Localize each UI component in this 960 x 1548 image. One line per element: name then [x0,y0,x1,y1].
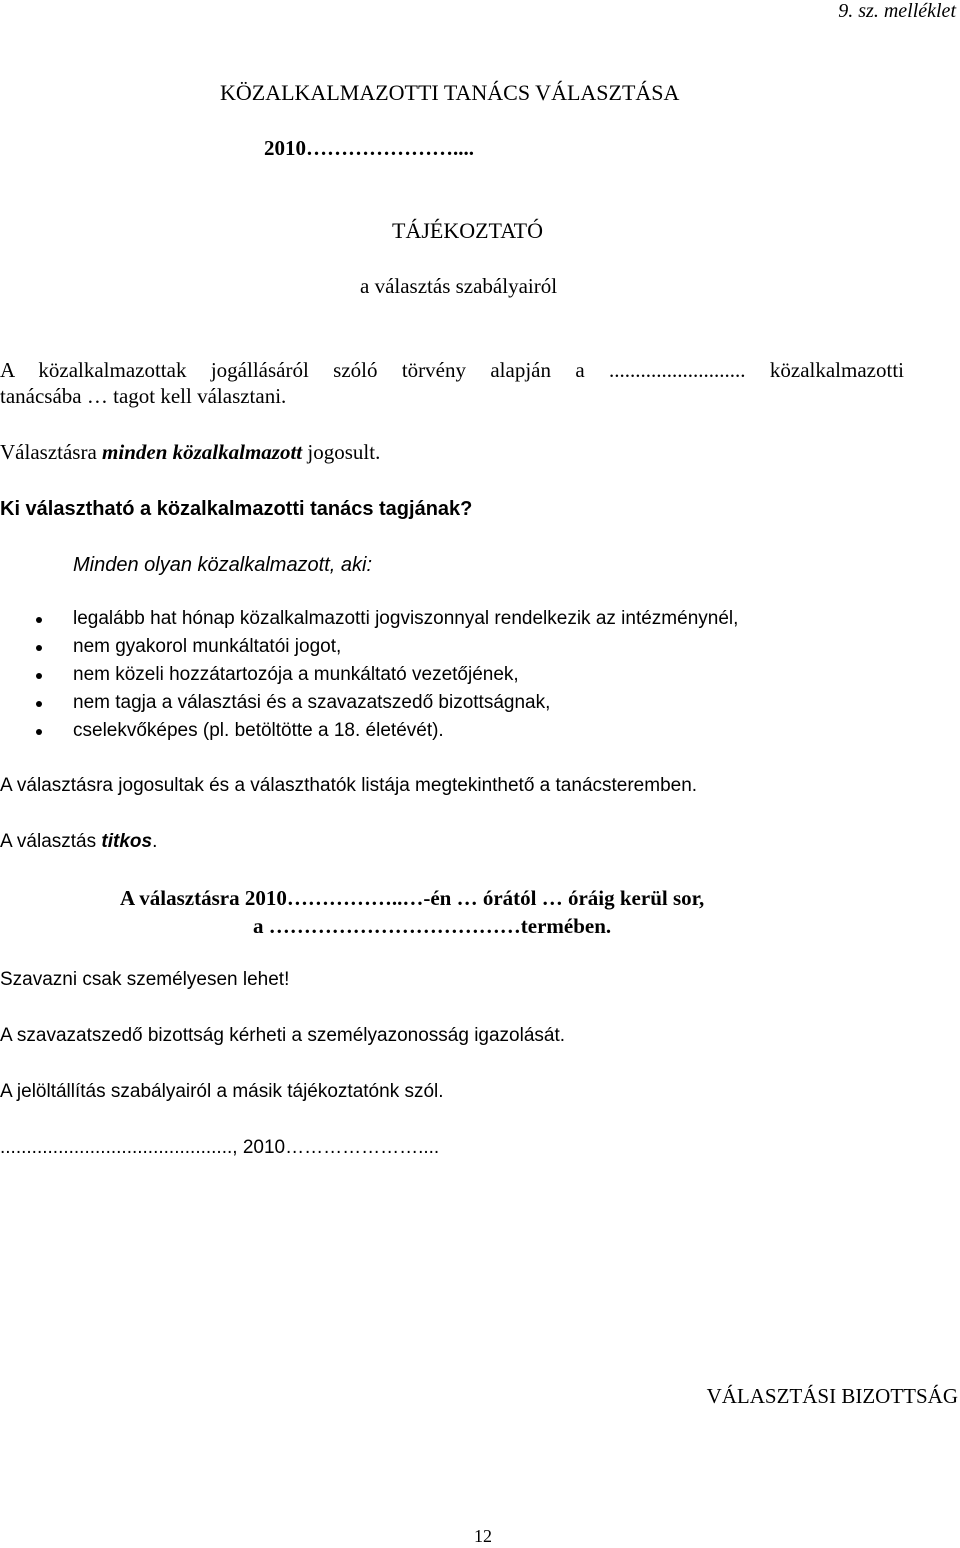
eligibility-suffix: jogosult. [302,440,381,464]
nomination-notice: A jelöltállítás szabályairól a másik tájékoztatónk szól. [0,1081,444,1102]
list-item: nem tagja a választási és a szavazatszedő bizottságnak, [73,692,551,713]
secret-emphasis: titkos [101,831,153,852]
candidates-lead: Minden olyan közalkalmazott, aki: [73,554,373,576]
notice-heading: TÁJÉKOZTATÓ [392,218,543,243]
schedule-line-1: A választásra 2010……………..…-én … órától … óráig kerül sor, [120,886,705,910]
bullet-icon [36,673,42,679]
voter-list-notice: A választásra jogosultak és a választhatók listája megtekinthető a tanácsteremben. [0,775,698,796]
bullet-icon [36,729,42,735]
intro-line-2: tanácsába … tagot kell választani. [0,384,287,408]
bullet-icon [36,645,42,651]
in-person-notice: Szavazni csak személyesen lehet! [0,969,290,990]
list-item: nem gyakorol munkáltatói jogot, [73,636,342,657]
document-title: KÖZALKALMAZOTTI TANÁCS VÁLASZTÁSA [220,80,680,105]
annex-label: 9. sz. melléklet [838,0,956,22]
list-item: legalább hat hónap közalkalmazotti jogviszonnyal rendelkezik az intézménynél, [73,608,739,629]
id-check-notice: A szavazatszedő bizottság kérheti a személyazonosság igazolását. [0,1025,566,1046]
list-item: cselekvőképes (pl. betöltötte a 18. életévét). [73,720,444,741]
candidates-question: Ki választható a közalkalmazotti tanács tagjának? [0,498,473,520]
eligibility-prefix: Választásra [0,440,103,464]
signature-committee: VÁLASZTÁSI BIZOTTSÁG [706,1384,958,1408]
list-item: nem közeli hozzátartozója a munkáltató vezetőjének, [73,664,519,685]
eligibility-emphasis: minden közalkalmazott [102,440,303,464]
eligibility-statement [0,440,380,464]
intro-line-1: A közalkalmazottak jogállásáról szóló törvény alapján a .......................... közalkalmazotti [0,358,904,382]
schedule-line-2: a ………………………………termében. [253,914,612,938]
place-date-line: ............................................, 2010………………….... [0,1137,440,1158]
bullet-icon [36,701,42,707]
bullet-icon [36,617,42,623]
page-number: 12 [474,1526,492,1546]
secret-suffix: . [152,831,158,852]
year-line: 2010………………….... [264,136,474,160]
notice-subtitle: a választás szabályairól [360,274,558,298]
secret-ballot-statement [0,831,157,853]
secret-prefix: A választás [0,831,102,852]
